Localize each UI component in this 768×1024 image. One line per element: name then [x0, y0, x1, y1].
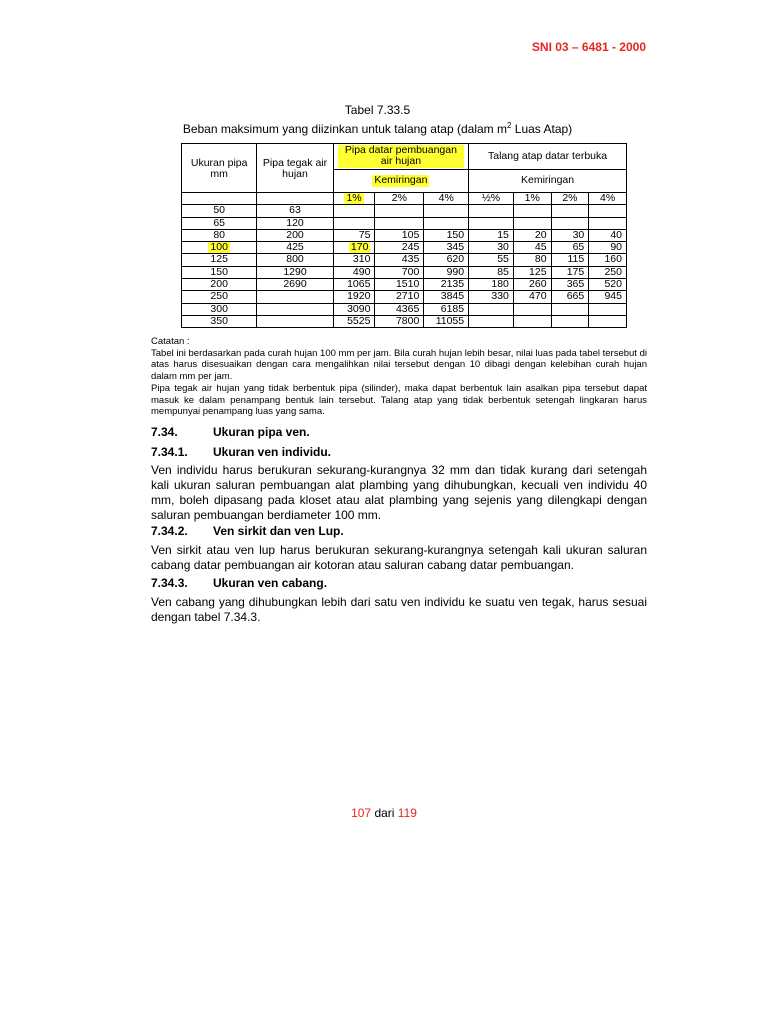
note-text: Tabel ini berdasarkan pada curah hujan 100 mm per jam. Bila curah hujan lebih besar, nilai luas pada tabel tersebut di atas harus disesuaikan dengan cara mengalihkan nilai tersebut dengan 10 dibagi dengan kelebihan curah hujan dalam mm per jam.	[151, 347, 647, 383]
table-row	[182, 291, 627, 303]
table-cell: 30	[469, 242, 514, 254]
table-cell: 175	[551, 266, 589, 278]
paragraph: Ven individu harus berukuran sekurang-kurangnya 32 mm dan tidak kurang dari setengah kali ukuran saluran pembuangan alat plambing yang dihubungkan, kecuali ven individu 40 mm, boleh dipasang pada kloset atau alat plambing yang sejenis yang dilengkapi dengan saluran pembuangan berdiameter 100 mm.	[151, 463, 647, 522]
table-cell	[551, 217, 589, 229]
table-cell: 3845	[424, 291, 469, 303]
table-cell: 5525	[333, 315, 375, 327]
slope-cell: 4%	[424, 193, 469, 205]
caption-text: Beban maksimum yang diizinkan untuk talang atap (dalam m	[182, 122, 507, 136]
table-cell: 160	[589, 254, 627, 266]
table-row	[182, 303, 627, 315]
table-cell	[333, 217, 375, 229]
table-cell: 260	[513, 279, 551, 291]
slope-cell: 1%	[513, 193, 551, 205]
table-cell	[551, 205, 589, 217]
table-cell	[551, 315, 589, 327]
table-cell	[551, 303, 589, 315]
table-cell: 520	[589, 279, 627, 291]
table-cell: 80	[182, 229, 257, 241]
table-cell: 3090	[333, 303, 375, 315]
section-heading	[151, 445, 331, 459]
table-cell	[375, 205, 424, 217]
table-cell: 470	[513, 291, 551, 303]
table-cell: 50	[182, 205, 257, 217]
table-cell	[424, 217, 469, 229]
table-row	[182, 254, 627, 266]
table-cell	[333, 205, 375, 217]
table-body	[182, 205, 627, 328]
slope-cell: ½%	[469, 193, 514, 205]
table-cell: 55	[469, 254, 514, 266]
caption-superscript: 2	[507, 121, 512, 130]
table-cell: 45	[513, 242, 551, 254]
table-cell: 700	[375, 266, 424, 278]
table-cell: 250	[182, 291, 257, 303]
table-cell: 90	[589, 242, 627, 254]
table-cell	[257, 193, 333, 205]
table-cell: 310	[333, 254, 375, 266]
section-heading	[151, 576, 327, 590]
highlighted-text: Kemiringan	[374, 174, 428, 187]
notes-block	[151, 336, 647, 418]
paragraph: Ven sirkit atau ven lup harus berukuran sekurang-kurangnya setengah kali ukuran saluran cabang datar pembuangan air kotoran atau saluran cabang datar pembuangan.	[151, 543, 647, 572]
table-cell: 6185	[424, 303, 469, 315]
table-cell: 200	[182, 279, 257, 291]
highlighted-text: 100	[210, 241, 228, 254]
table-cell: 15	[469, 229, 514, 241]
table-cell: 80	[513, 254, 551, 266]
table-cell: 105	[375, 229, 424, 241]
section-number: 7.34.1.	[151, 445, 188, 459]
slope-cell: 2%	[551, 193, 589, 205]
table-cell: 180	[469, 279, 514, 291]
section-title: Ukuran pipa ven.	[213, 425, 310, 439]
page-total: 119	[397, 806, 417, 820]
table-cell: 115	[551, 254, 589, 266]
highlighted-text: 170	[350, 241, 369, 254]
table-cell: 150	[182, 266, 257, 278]
slope-cell: 4%	[589, 193, 627, 205]
table-cell	[589, 217, 627, 229]
table-caption	[150, 118, 605, 137]
table-cell: 800	[257, 254, 333, 266]
table-cell: 620	[424, 254, 469, 266]
header-talang: Talang atap datar terbuka	[469, 144, 627, 170]
table-cell: 665	[551, 291, 589, 303]
table-cell: 20	[513, 229, 551, 241]
table-row	[182, 266, 627, 278]
highlighted-text: 1%	[346, 192, 362, 204]
table-cell: 990	[424, 266, 469, 278]
table-row	[182, 229, 627, 241]
table-cell	[469, 315, 514, 327]
load-table	[181, 143, 627, 328]
page-footer	[0, 806, 768, 820]
table-cell	[257, 315, 333, 327]
header-pipa-tegak: Pipa tegak air hujan	[257, 144, 333, 193]
table-cell: 250	[589, 266, 627, 278]
table-cell: 120	[257, 217, 333, 229]
notes-label: Catatan :	[151, 336, 190, 347]
table-cell: 63	[257, 205, 333, 217]
table-cell	[257, 291, 333, 303]
table-cell: 1290	[257, 266, 333, 278]
table-cell: 1510	[375, 279, 424, 291]
table-cell: 300	[182, 303, 257, 315]
section-title: Ukuran ven individu.	[213, 445, 332, 459]
page-separator: dari	[374, 806, 395, 820]
table-cell: 7800	[375, 315, 424, 327]
table-row	[182, 315, 627, 327]
table-cell	[424, 205, 469, 217]
table-cell	[469, 303, 514, 315]
table-cell: 65	[182, 217, 257, 229]
table-row	[182, 217, 627, 229]
table-cell: 1920	[333, 291, 375, 303]
table-cell: 490	[333, 266, 375, 278]
table-title	[150, 103, 605, 137]
table-cell	[469, 205, 514, 217]
table-row	[182, 242, 627, 254]
table-cell: 2690	[257, 279, 333, 291]
table-cell: 200	[257, 229, 333, 241]
section-number: 7.34.3.	[151, 576, 188, 590]
table-cell: 2135	[424, 279, 469, 291]
table-cell: 425	[257, 242, 333, 254]
section-title: Ukuran ven cabang.	[213, 576, 328, 590]
table-cell: 345	[424, 242, 469, 254]
header-kemiringan-talang: Kemiringan	[469, 170, 627, 193]
table-cell	[513, 217, 551, 229]
table-cell: 150	[424, 229, 469, 241]
section-title: Ven sirkit dan ven Lup.	[213, 524, 344, 538]
table-cell: 30	[551, 229, 589, 241]
table-number: Tabel 7.33.5	[344, 103, 411, 117]
table-cell: 350	[182, 315, 257, 327]
header-pipa-datar	[333, 144, 468, 170]
table-cell: 945	[589, 291, 627, 303]
slope-cell: 2%	[375, 193, 424, 205]
table-cell: 245	[375, 242, 424, 254]
section-heading	[151, 425, 310, 439]
table-cell	[333, 242, 375, 254]
table-cell: 4365	[375, 303, 424, 315]
table-row	[182, 205, 627, 217]
paragraph: Ven cabang yang dihubungkan lebih dari satu ven individu ke suatu ven tegak, harus sesuai dengan tabel 7.34.3.	[151, 595, 647, 624]
table-cell	[589, 315, 627, 327]
page-number: 107	[351, 806, 372, 820]
table-cell	[375, 217, 424, 229]
header-ukuran-pipa: Ukuran pipa mm	[182, 144, 257, 193]
caption-text-end: Luas Atap)	[511, 122, 573, 136]
section-number: 7.34.	[151, 425, 178, 439]
table-cell	[182, 242, 257, 254]
table-cell	[469, 217, 514, 229]
table-cell	[182, 193, 257, 205]
note-text: Pipa tegak air hujan yang tidak berbentuk pipa (silinder), maka dapat berbentuk lain asalkan pipa tersebut dapat masuk ke dalam penampang bentuk lain tersebut. Talang atap yang tidak berbentuk setengah lingkaran harus mempunyai penampang luas yang sama.	[151, 382, 647, 418]
table-cell: 75	[333, 229, 375, 241]
table-cell: 125	[513, 266, 551, 278]
table-cell: 365	[551, 279, 589, 291]
section-heading	[151, 524, 344, 538]
table-cell	[513, 303, 551, 315]
table-cell: 2710	[375, 291, 424, 303]
table-cell	[257, 303, 333, 315]
highlighted-text: Pipa datar pembuangan air hujan	[338, 145, 464, 168]
table-cell: 125	[182, 254, 257, 266]
table-cell: 435	[375, 254, 424, 266]
slope-cell	[333, 193, 375, 205]
table-cell	[513, 315, 551, 327]
table-cell	[589, 205, 627, 217]
table-cell: 40	[589, 229, 627, 241]
table-cell: 11055	[424, 315, 469, 327]
table-cell: 1065	[333, 279, 375, 291]
table-row	[182, 279, 627, 291]
table-header-row	[182, 144, 627, 170]
table-cell: 85	[469, 266, 514, 278]
table-cell	[589, 303, 627, 315]
table-cell: 330	[469, 291, 514, 303]
section-number: 7.34.2.	[151, 524, 188, 538]
table-cell: 65	[551, 242, 589, 254]
header-kemiringan-datar	[333, 170, 468, 193]
standard-code: SNI 03 – 6481 - 2000	[531, 40, 646, 54]
table-cell	[513, 205, 551, 217]
table-slope-row	[182, 193, 627, 205]
